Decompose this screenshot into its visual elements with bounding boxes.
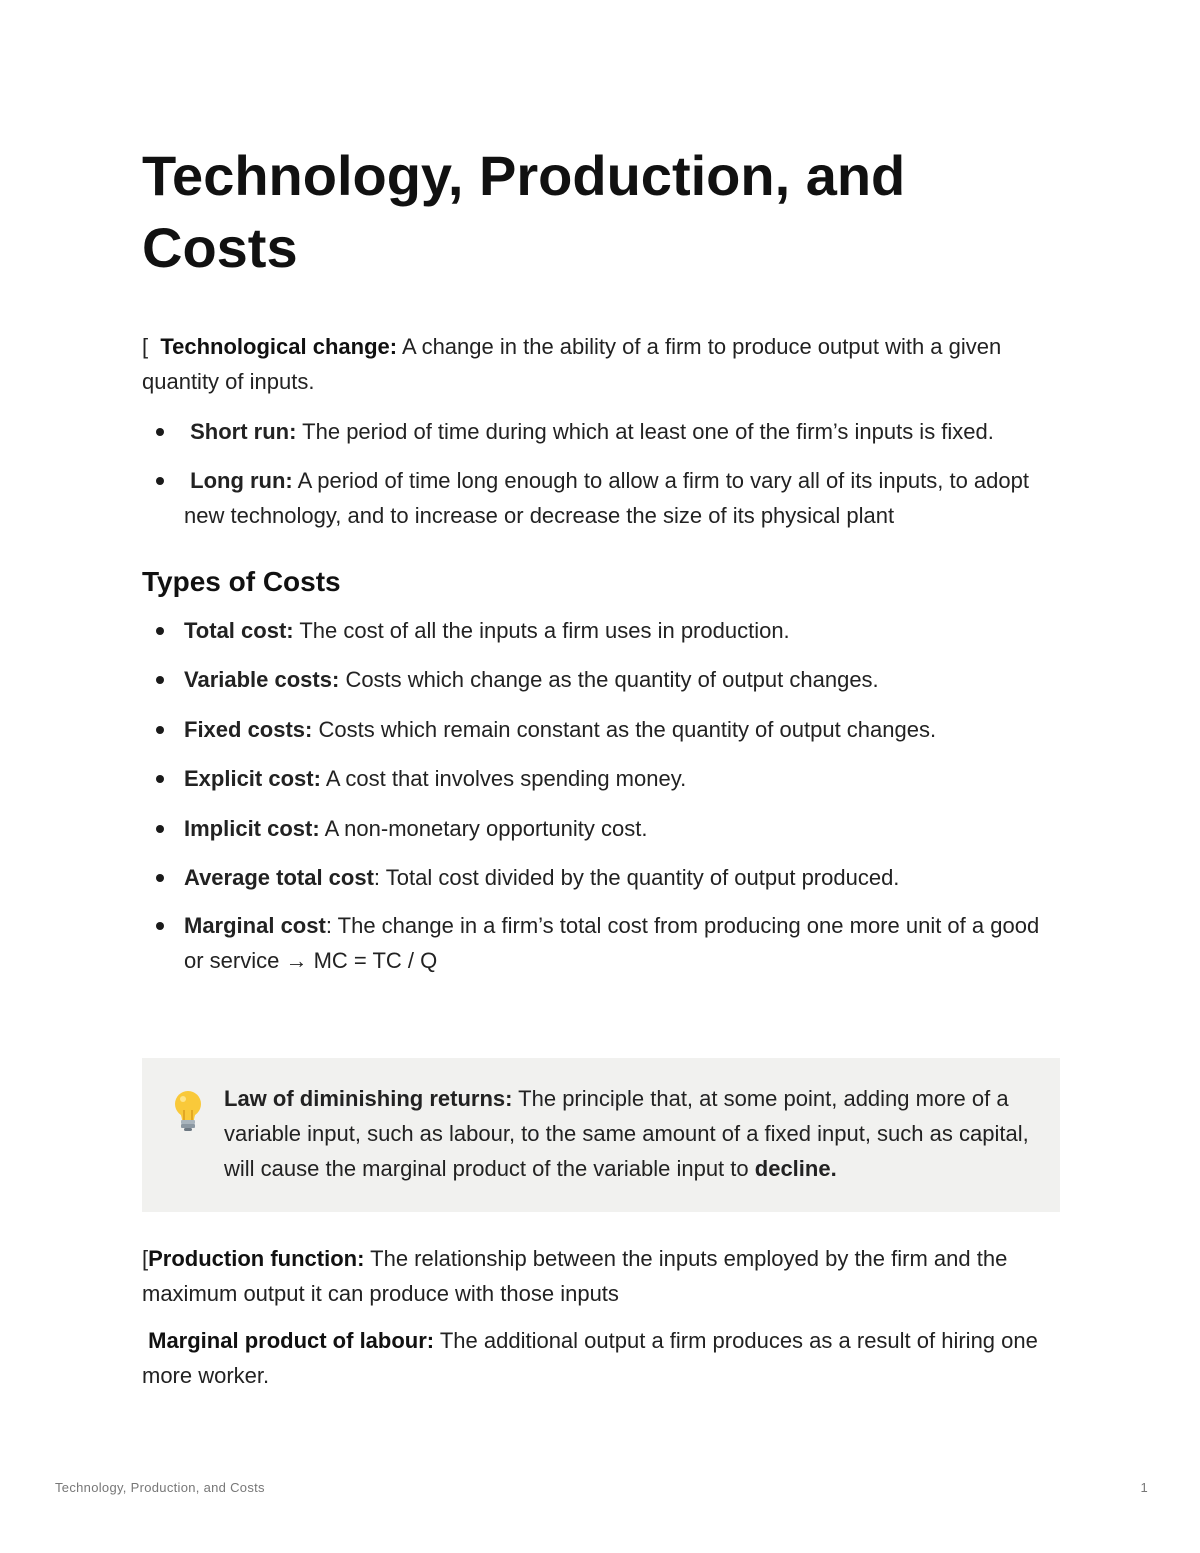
- list-item: Fixed costs: Costs which remain constant as the quantity of output changes.: [142, 712, 1060, 747]
- page-title: Technology, Production, and Costs: [142, 144, 906, 279]
- callout-term: Law of diminishing returns:: [224, 1086, 513, 1111]
- run-list: [142, 414, 1060, 533]
- long-run-term: Long run:: [190, 468, 293, 493]
- tech-change-definition: A change in the ability of a firm to produce output with a given quantity of inputs.: [142, 334, 1002, 394]
- short-run-definition: The period of time during which at least one of the firm’s inputs is fixed.: [302, 419, 994, 444]
- callout-text: [224, 1081, 1034, 1186]
- long-run-definition: A period of time long enough to allow a firm to vary all of its inputs, to adopt new technology, and to increase or decrease the size of its physical plant: [184, 468, 1029, 528]
- list-item: [142, 463, 1060, 533]
- mpl-term: Marginal product of labour:: [148, 1328, 435, 1353]
- list-item: Average total cost: Total cost divided by the quantity of output produced.: [142, 860, 1060, 895]
- list-item: [142, 414, 1060, 449]
- list-item: Marginal cost: The change in a firm’s total cost from producing one more unit of a good or service → MC = TC / Q: [142, 908, 1060, 978]
- list-item: Explicit cost: A cost that involves spending money.: [142, 761, 1060, 796]
- mpl-paragraph: [142, 1323, 1060, 1393]
- short-run-term: Short run:: [190, 419, 297, 444]
- list-item: Variable costs: Costs which change as the quantity of output changes.: [142, 662, 1060, 697]
- production-function-definition: The relationship between the inputs employed by the firm and the maximum output it can produce with those inputs: [142, 1246, 1008, 1306]
- callout-emphasis: decline.: [754, 1156, 837, 1181]
- production-function-term: Production function:: [148, 1246, 365, 1271]
- mpl-definition: The additional output a firm produces as a result of hiring one more worker.: [142, 1328, 1038, 1388]
- cost-types-list: [142, 613, 1060, 978]
- tech-change-term: Technological change:: [160, 334, 398, 359]
- callout-box: [142, 1058, 1060, 1212]
- tech-change-paragraph: [ Technological change: A change in the ability of a firm to produce output with a given quantity of inputs.: [142, 334, 1002, 394]
- callout-definition: The principle that, at some point, adding more of a variable input, such as labour, to the same amount of a fixed input, such as capital, will cause the marginal product of the variable input to: [224, 1086, 1029, 1181]
- types-of-costs-heading: Types of Costs: [142, 566, 341, 597]
- page-number: 1: [1140, 1480, 1148, 1495]
- production-function-paragraph: [Production function: The relationship between the inputs employed by the firm and the maximum output it can produce with those inputs: [142, 1246, 1008, 1306]
- list-item: Total cost: The cost of all the inputs a firm uses in production.: [142, 613, 1060, 648]
- list-item: Implicit cost: A non-monetary opportunity cost.: [142, 811, 1060, 846]
- lightbulb-icon: [170, 1088, 206, 1134]
- footer-title: Technology, Production, and Costs: [55, 1480, 265, 1495]
